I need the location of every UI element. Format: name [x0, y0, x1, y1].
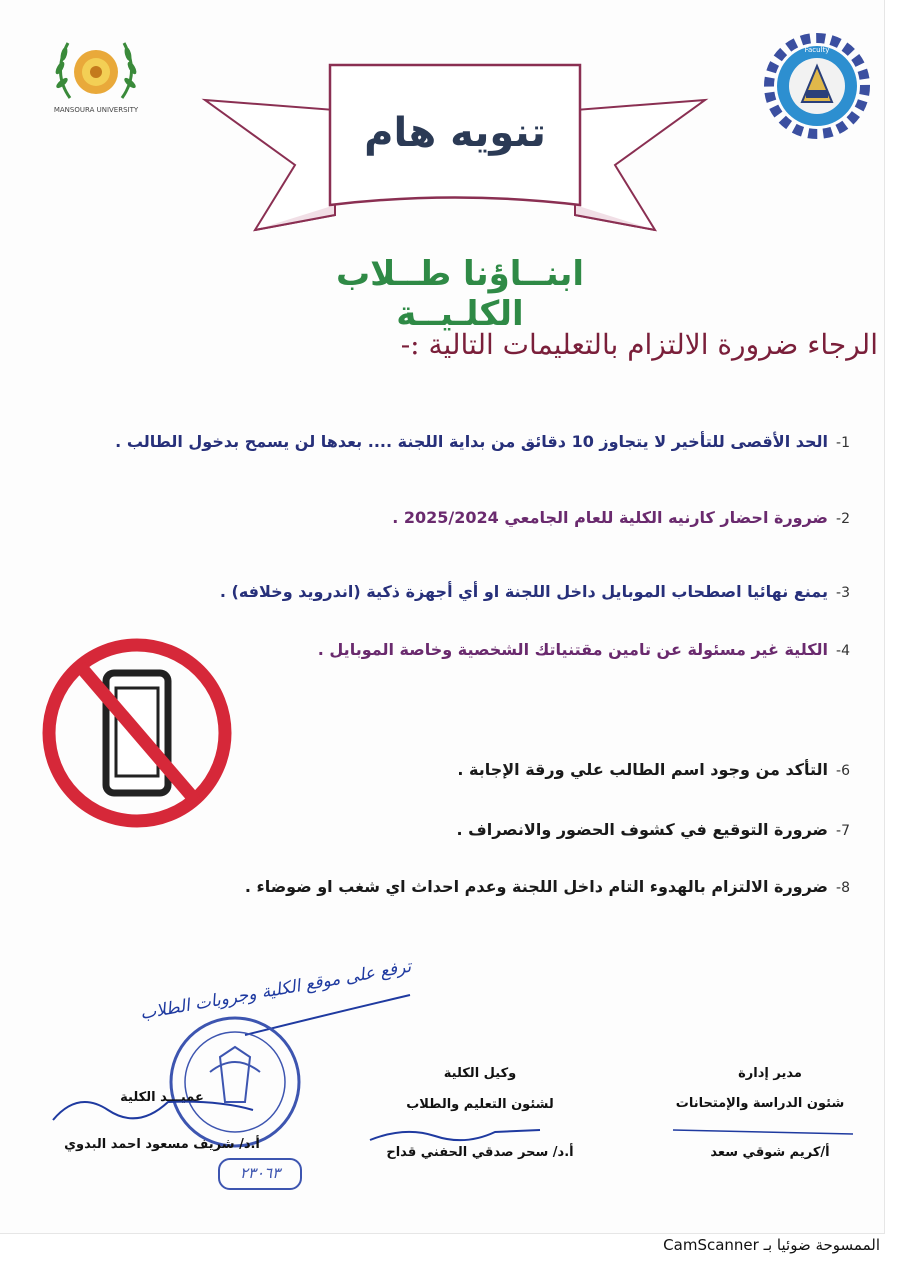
subtitle: ابنــاؤنا طــلاب الكلـيــة [335, 254, 585, 334]
dean-signature [48, 1080, 258, 1130]
scanner-footer: الممسوحة ضوئيا بـ CamScanner [663, 1236, 880, 1254]
rule-text: الحد الأقصى للتأخير لا يتجاوز 10 دقائق من بداية اللجنة .... بعدها لن يسمح بدخول الطالب . [115, 432, 829, 451]
rule-number: 3- [836, 585, 850, 601]
rule-text: ضرورة الالتزام بالهدوء التام داخل اللجنة وعدم احداث اي شغب او ضوضاء . [244, 877, 829, 896]
rule-text: يمنع نهائيا اصطحاب الموبايل داخل اللجنة او أي أجهزة ذكية (اندرويد وخلافه) . [219, 582, 829, 601]
rule-text: الكلية غير مسئولة عن تامين مقتنياتك الشخصية وخاصة الموبايل . [317, 640, 829, 659]
stamp-number: ٢٣٠٦٣ [218, 1158, 302, 1190]
director-title: مدير إدارة [738, 1066, 802, 1081]
dean-name: أ.د/ شريف مسعود احمد البدوي [64, 1137, 260, 1152]
director-name: أ/كريم شوقي سعد [710, 1145, 830, 1160]
rule-number: 6- [836, 763, 850, 779]
dean-title: عميـــد الكلية [120, 1090, 204, 1105]
vice-dean-title: وكيل الكلية [443, 1066, 517, 1081]
rule-number: 1- [836, 435, 850, 451]
university-logo [40, 28, 152, 124]
director-subtitle: شئون الدراسة والإمتحانات [675, 1096, 845, 1111]
rule-text: ضرورة التوقيع في كشوف الحضور والانصراف . [456, 820, 829, 839]
handwritten-note-text: ترفع على موقع الكلية وجروبات الطلاب [138, 956, 413, 1025]
rule-item-1 [70, 432, 850, 451]
page-title: تنويه هام [364, 110, 546, 156]
rule-item-3 [70, 582, 850, 601]
faculty-gear-logo [762, 32, 872, 140]
rule-item-2 [70, 508, 850, 527]
rule-item-8 [70, 877, 850, 896]
rule-text: التأكد من وجود اسم الطالب علي ورقة الإجابة . [457, 760, 829, 779]
rule-text: ضرورة احضار كارنيه الكلية للعام الجامعي 2025/2024 . [392, 508, 829, 527]
university-logo-caption: MANSOURA UNIVERSITY [53, 106, 139, 114]
rule-number: 8- [836, 880, 850, 896]
rule-number: 7- [836, 823, 850, 839]
rule-number: 4- [836, 643, 850, 659]
director-signature [668, 1118, 858, 1148]
rule-number: 2- [836, 511, 850, 527]
no-phone-icon [40, 628, 235, 838]
vice-dean-subtitle: لشئون التعليم والطلاب [406, 1097, 554, 1112]
intro-text: الرجاء ضرورة الالتزام بالتعليمات التالية :- [400, 328, 878, 361]
vice-dean-signature [365, 1118, 545, 1148]
vice-dean-name: أ.د/ سحر صدقي الحفني قداح [386, 1145, 574, 1160]
faculty-logo-caption: Faculty [804, 46, 830, 54]
